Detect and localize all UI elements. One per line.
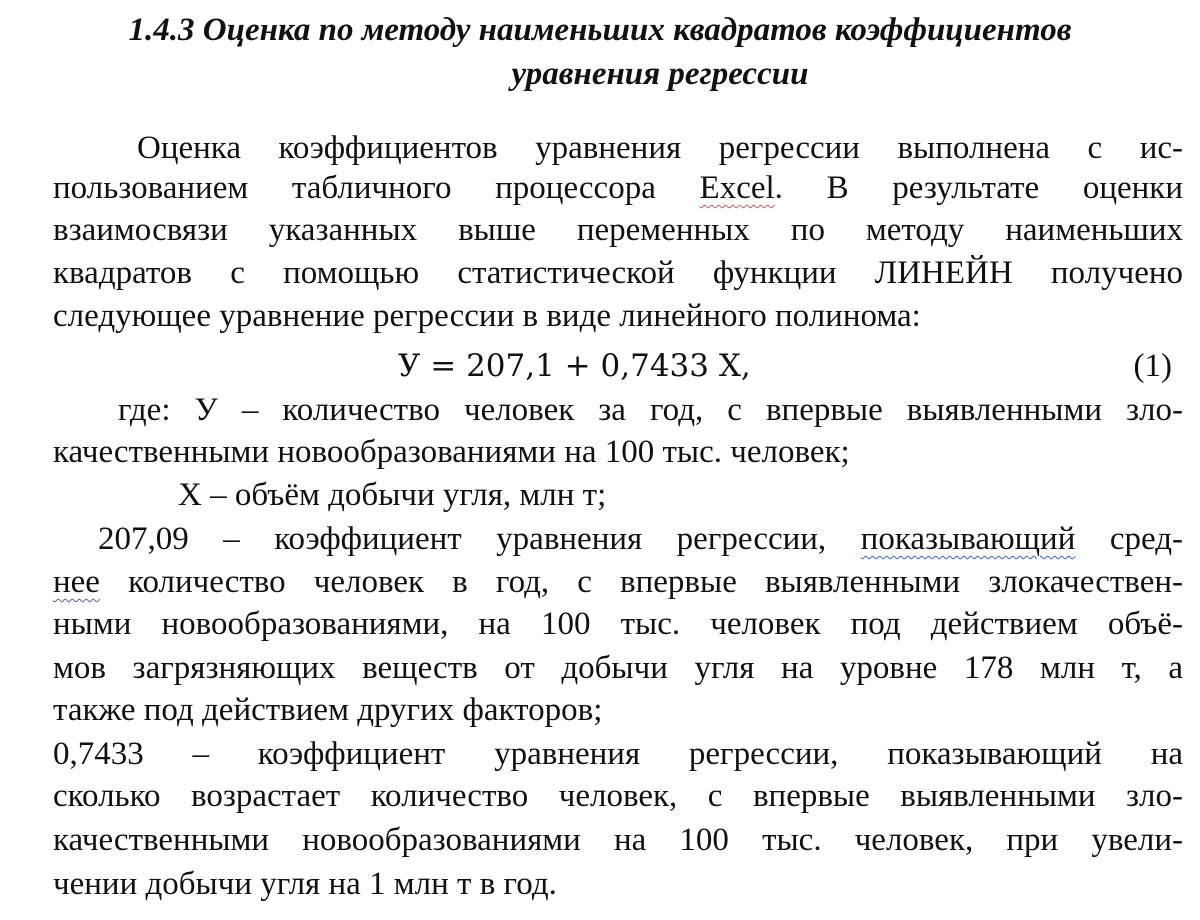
coefficient-line — [98, 519, 1183, 559]
text-span: сред- — [1075, 521, 1183, 557]
paragraph-line — [53, 168, 1183, 208]
grammar-word-nee: нее — [53, 564, 100, 600]
definition-line: X – объём добычи угля, млн т; — [178, 477, 607, 513]
coefficient-line: 0,7433 – коэффициент уравнения регрессии, показывающий на — [53, 736, 1183, 772]
paragraph-line: квадратов с помощью статистической функции ЛИНЕЙН получено — [53, 255, 1183, 291]
text-span: пользованием табличного процессора — [53, 170, 700, 206]
section-heading-line-1: 1.4.3 Оценка по методу наименьших квадратов коэффициентов — [128, 12, 1072, 48]
coefficient-line: ными новообразованиями, на 100 тыс. человек под действием объё- — [53, 606, 1183, 642]
section-heading-line-2: уравнения регрессии — [511, 56, 809, 92]
coefficient-line: чении добычи угля на 1 млн т в год. — [53, 866, 557, 902]
text-span: количество человек в год, с впервые выявленными злокачествен- — [99, 564, 1183, 600]
regression-equation: У = 207,1 + 0,7433 X, — [398, 348, 751, 384]
paragraph-line: взаимосвязи указанных выше переменных по методу наименьших — [53, 212, 1183, 248]
definition-line: где: У – количество человек за год, с впервые выявленными зло- — [118, 392, 1183, 428]
coefficient-line: качественными новообразованиями на 100 тыс. человек, при увели- — [53, 822, 1183, 858]
coefficient-line: также под действием других факторов; — [53, 692, 603, 728]
text-span: 207,09 – коэффициент уравнения регрессии, — [98, 521, 861, 557]
spellcheck-word-excel: Excel — [699, 170, 775, 206]
paragraph-line: Оценка коэффициентов уравнения регрессии выполнена с ис- — [137, 130, 1183, 166]
text-span: . В результате оценки — [774, 170, 1183, 206]
equation-number: (1) — [1133, 348, 1172, 384]
definition-line: качественными новообразованиями на 100 тыс. человек; — [53, 434, 850, 470]
paragraph-line: следующее уравнение регрессии в виде линейного полинома: — [53, 298, 921, 334]
coefficient-line: мов загрязняющих веществ от добычи угля на уровне 178 млн т, а — [53, 650, 1183, 686]
coefficient-line: сколько возрастает количество человек, с впервые выявленными зло- — [53, 778, 1183, 814]
grammar-word-pokazyvayushchiy: показывающий — [860, 521, 1076, 557]
coefficient-line — [53, 562, 1183, 602]
